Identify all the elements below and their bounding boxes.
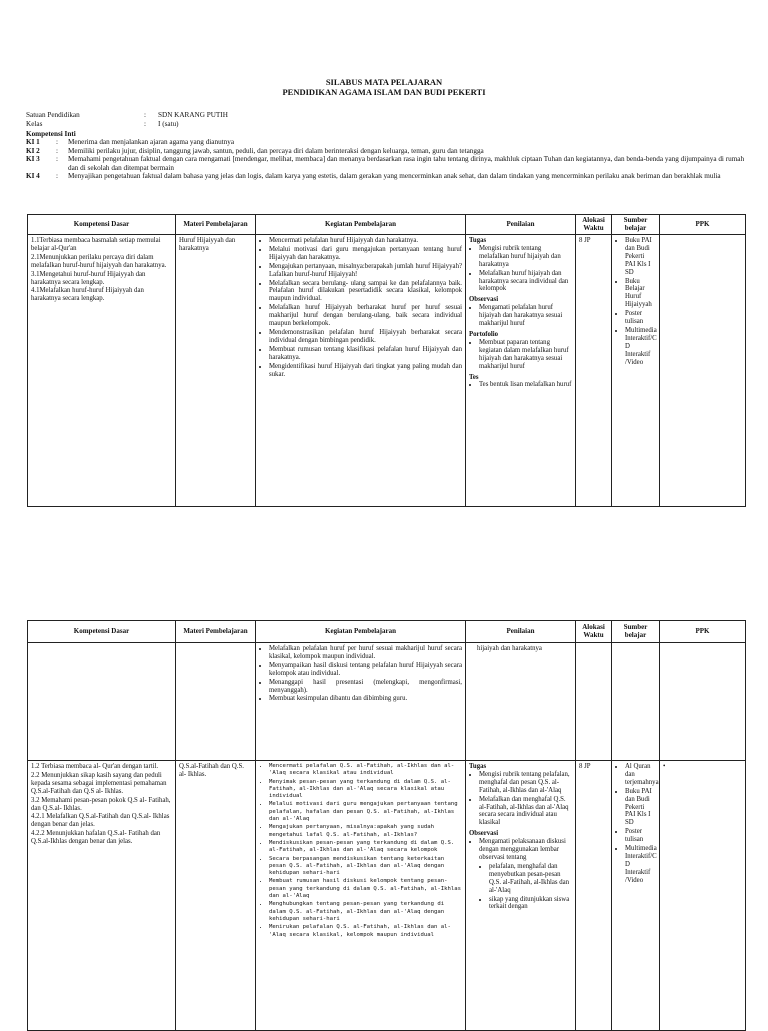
materi-cell: Huruf Hijaiyyah dan harakatnya [176,235,256,507]
doc-title: SILABUS MATA PELAJARAN [325,77,443,87]
tes-item: • Tes bentuk lisan melafalkan huruf [479,381,572,389]
kegiatan-item: • Membuat rumusan tentang klasifikasi pelafalan huruf Hijaiyyah dan harakatnya. [269,346,462,362]
kd-cell [28,235,176,507]
sumber-cell [612,761,660,1031]
col-kegiatan: Kegiatan Pembelajaran [256,621,466,643]
observasi-sublist [469,863,572,911]
kegiatan-item: • Melalui motivasi dari guru mengajukan pertanyaan tentang pelafalan, hafalan dan pesan Q.S. al-Fatihah, al-Ikhlas dan al-'Alaq [269,801,462,823]
col-materi: Materi Pembelajaran [176,215,256,235]
kegiatan-item: • Secara berpasangan mendiskusikan tentang keterkaitan pesan Q.S. al-Fatihah, al-Ikhlas dan al-'Alaq dengan kehidupan sehari-hari [269,856,462,878]
tugas-item: • Melafalkan dan menghafal Q.S. al-Fatihah, al-Ikhlas dan al-'Alaq secara secara individual atau klasikal [479,796,572,828]
table-row [28,761,746,1031]
tugas-item: • Melafalkan huruf hijaiyah dan harakatnya secara individual dan kelompok [479,270,572,294]
penilaian-cell [466,235,576,507]
penilaian-cont: hijaiyah dan harakatnya [477,645,542,652]
ki-code: KI 3 [26,155,40,164]
ki-code: KI 4 [26,172,40,181]
col-penilaian: Penilaian [466,621,576,643]
ki-section [26,130,746,180]
tugas-label: Tugas [469,237,487,244]
ki-row [26,147,746,155]
portofolio-item: • Membuat paparan tentang kegiatan dalam melafalkan huruf hijaiyah dan harakatnya sesuai makharijul huruf [479,339,572,371]
kegiatan-item: • Menyimak pesan-pesan yang terkandung di dalam Q.S. al-Fatihah, al-Ikhlas dan al-'Alaq secara klasikal atau individual [269,779,462,801]
col-alokasi: Alokasi Waktu [576,215,612,235]
kegiatan-item: • Mendemonstrasikan pelafalan huruf Hijaiyyah berharakat secara individual dengan bimbingan pendidik. [269,329,462,345]
kegiatan-list [259,237,462,378]
alokasi-cell: 8 JP [576,235,612,507]
kd-item: 1.2 Terbiasa membaca al- Qur'an dengan tartil. [31,763,159,770]
penilaian-cell [466,761,576,1031]
kelas-value: I (satu) [158,120,179,128]
meta-satuan [26,111,228,120]
table-header-row [28,621,746,643]
observasi-list [469,838,572,862]
kegiatan-item: • Menghubungkan tentang pesan-pesan yang terkandung di dalam Q.S. al-Fatihah, al-Ikhlas dan al-'Alaq dengan kehidupan sehari-hari [269,901,462,923]
kegiatan-item: • Mencermati pelafalan Q.S. al-Fatihah, al-Ikhlas dan al-'Alaq secara klasikal atau individual [269,763,462,778]
sumber-item: • Poster tulisan [625,310,656,326]
sumber-item: • Buku PAI dan Budi Pekerti PAI Kls I SD [625,237,656,277]
sumber-item: • Poster tulisan [625,828,656,844]
satuan-sep: : [144,111,146,119]
alokasi-cell [576,643,612,761]
ki-sep: : [56,172,58,181]
ki-row [26,138,746,146]
col-materi: Materi Pembelajaran [176,621,256,643]
ki-row [26,172,746,180]
kegiatan-cell [256,235,466,507]
kegiatan-item: • Melafalkan pelafalan huruf per huruf sesuai makharijul huruf secara klasikal, kelompok maupun individual. [269,645,462,661]
col-kd: Kompetensi Dasar [28,621,176,643]
col-kegiatan: Kegiatan Pembelajaran [256,215,466,235]
kegiatan-item: • Mengajukan pertanyaan, misalnya:berapakah jumlah huruf Hijaiyyah? Lafalkan huruf-huruf Hijaiyyah! [269,263,462,279]
col-ppk: PPK [660,621,746,643]
doc-subtitle: PENDIDIKAN AGAMA ISLAM DAN BUDI PEKERTI [282,87,486,97]
sumber-list [615,763,659,885]
tugas-list [469,771,572,827]
kd-cell [28,761,176,1031]
ki-text: Memahami pengetahuan faktual dengan cara mengamati [mendengar, melihat, membaca] dan menanya berdasarkan rasa ingin tahu tentang dirinya, makhluk ciptaan Tuhan dan kegiatannya, dan benda-benda yang dijumpainya di rumah dan di sekolah dan ditempat bermain [68,155,745,172]
tes-list [469,381,572,389]
observasi-label: Observasi [469,830,499,838]
table-row [28,235,746,507]
kelas-label: Kelas [26,120,43,128]
meta-kelas [26,120,179,129]
sumber-item: • Multimedia Interaktif/C D Interaktif /Video [625,845,656,885]
ppk-cell [660,235,746,507]
tugas-item: • Mengisi rubrik tentang melafalkan huruf hijaiyah dan harakatnya [479,245,572,269]
kegiatan-item: • Melalui motivasi dari guru mengajukan pertanyaan tentang huruf Hijaiyyah dan harakatnya. [269,246,462,262]
sumber-cell [612,643,660,761]
tes-label: Tes [469,373,479,381]
kegiatan-cell [256,761,466,1031]
kegiatan-item: • Mendiskusikan pesan-pesan yang terkandung di dalam Q.S. al-Fatihah, al-Ikhlas dan al-'Alaq secara kelompok [269,840,462,855]
kegiatan-item: • Mengajukan pertanyaan, misalnya:apakah yang sudah mengetahui lafal Q.S. al-Fatihah, al-Ikhlas? [269,824,462,839]
kd-item: 4.1Melafalkan huruf-huruf Hijaiyyah dan harakatnya secara lengkap. [31,287,144,303]
tugas-item: • Mengisi rubrik tentang pelafalan, menghafal dan pesan Q.S. al-Fatihah, al-Ikhlas dan al-'Alaq [479,771,572,795]
materi-cell: Q.S.al-Fatihah dan Q.S. al- Ikhlas. [176,761,256,1031]
observasi-item: • Mengamati pelaksanaan diskusi dengan menggunakan lembar observasi tentang [479,838,572,862]
ki-code: KI 1 [26,138,40,147]
col-ppk: PPK [660,215,746,235]
ki-sep: : [56,146,58,155]
kd-cell [28,643,176,761]
observasi-subitem: • sikap yang ditunjukkan siswa terkait dengan [489,896,572,912]
kegiatan-list [259,645,462,703]
syllabus-table-2 [27,620,746,1031]
sumber-list [615,237,656,367]
portofolio-label: Portofolio [469,330,499,338]
kd-item: 4.2.1 Melafalkan Q.S.al-Fatihah dan Q.S.al- Ikhlas dengan benar dan jelas. [31,813,170,829]
kegiatan-item: • Mengidentifikasi huruf Hijaiyyah dari tingkat yang paling mudah dan sukar. [269,363,462,379]
sumber-cell [612,235,660,507]
kd-item: 3.1Mengetahui huruf-huruf Hijaiyyah dan harakatnya secara lengkap. [31,270,146,286]
ki-text: Memiliki perilaku jujur, disiplin, tanggung jawab, santun, peduli, dan percaya diri dalam berinteraksi dengan keluarga, teman, guru dan tetangga [68,146,484,155]
ki-heading: Kompetensi Inti [26,130,76,138]
observasi-subitem: • pelafalan, menghafal dan menyebutkan pesan-pesan Q.S. al-Fatihah, al-Ikhlas dan al-'Alaq [489,863,572,895]
ppk-cell [660,761,746,1031]
ki-sep: : [56,138,58,147]
table-header-row [28,215,746,235]
kegiatan-item: • Membuat rumusan hasil diskusi kelompok tentang pesan-pesan yang terkandung di dalam Q.S. al-Fatihah, al-Ikhlas dan al-'Alaq [269,878,462,900]
kegiatan-item: • Menirukan pelafalan Q.S. al-Fatihah, al-Ikhlas dan al-'Alaq secara klasikal, kelompok maupun individual [269,924,462,939]
ki-code: KI 2 [26,146,40,155]
ppk-bullet: • [663,763,666,770]
sumber-item: • Buku PAI dan Budi Pekerti PAI Kls I SD [625,788,656,828]
observasi-list [469,304,572,328]
kegiatan-cell [256,643,466,761]
kegiatan-list [259,763,462,939]
ki-sep: : [56,155,58,164]
tugas-list [469,245,572,293]
ki-row [26,155,746,172]
kegiatan-item: • Menanggapi hasil presentasi (melengkapi, mengonfirmasi, menyanggah). [269,679,462,695]
ppk-cell [660,643,746,761]
kegiatan-item: • Menyampaikan hasil diskusi tentang pelafalan huruf Hijaiyyah secara kelompok atau individual. [269,662,462,678]
sumber-item: • Buku Belajar Huruf Hijaiyyah [625,278,656,310]
observasi-label: Observasi [469,296,499,304]
ki-text: Menerima dan menjalankan ajaran agama yang dianutnya [68,138,235,147]
kelas-sep: : [144,120,146,128]
col-kd: Kompetensi Dasar [28,215,176,235]
tugas-label: Tugas [469,763,487,770]
kegiatan-item: • Melafalkan secara berulang- ulang sampai ke dan pelafalannya baik. Pelafalan huruf dilakukan pesertadidik secara klasikal, kelompok maupun individual. [269,280,462,304]
kegiatan-item: • Melafalkan huruf Hijaiyyah berharakat huruf per huruf sesuai makharijul huruf dengan berulang-ulang, baik secara individual maupun berkelompok. [269,304,462,328]
col-alokasi: Alokasi Waktu [576,621,612,643]
satuan-value: SDN KARANG PUTIH [158,111,228,119]
col-sumber: Sumber belajar [612,621,660,643]
materi-cell [176,643,256,761]
kd-item: 2.1Menunjukkan perilaku percaya diri dalam melafalkan huruf-huruf hijaiyyah dan harakatnya. [31,253,167,269]
kd-item: 2.2 Menunjukkan sikap kasih sayang dan peduli kepada sesama sebagai implementasi pemahaman Q.S.al-Fatihah dan Q.S al- Ikhlas. [31,771,167,795]
kd-item: 4.2.2 Menunjukkan hafalan Q.S.al- Fatihah dan Q.S.al-Ikhlas dengan benar dan jelas. [31,830,161,846]
alokasi-cell: 8 JP [576,761,612,1031]
col-penilaian: Penilaian [466,215,576,235]
syllabus-table-1 [27,214,746,507]
kegiatan-item: • Membuat kesimpulan dibantu dan dibimbing guru. [269,695,462,703]
sumber-item: • Al Quran dan terjemahnya [625,763,656,787]
sumber-item: • Multimedia Interaktif/C D Interaktif /Video [625,327,656,367]
ki-text: Menyajikan pengetahuan faktual dalam bahasa yang jelas dan logis, dalam karya yang estetis, dalam gerakan yang mencerminkan anak sehat, dan dalam tindakan yang mencerminkan perilaku anak beriman dan berakhlak mulia [68,172,721,181]
table-row [28,643,746,761]
observasi-item: • Mengamati pelafalan huruf hijaiyah dan harakatnya sesuai makharijul huruf [479,304,572,328]
kegiatan-item: • Mencermati pelafalan huruf Hijaiyyah dan harakatnya. [269,237,462,245]
penilaian-cell [466,643,576,761]
portofolio-list [469,339,572,371]
satuan-label: Satuan Pendidikan [26,111,80,119]
kd-item: 3.2 Memahami pesan-pesan pokok Q.S al- Fatihah, dan Q.S.al- Ikhlas. [31,796,171,812]
kd-item: 1.1Terbiasa membaca basmalah setiap memulai belajar al-Qur'an [31,237,161,252]
col-sumber: Sumber belajar [612,215,660,235]
